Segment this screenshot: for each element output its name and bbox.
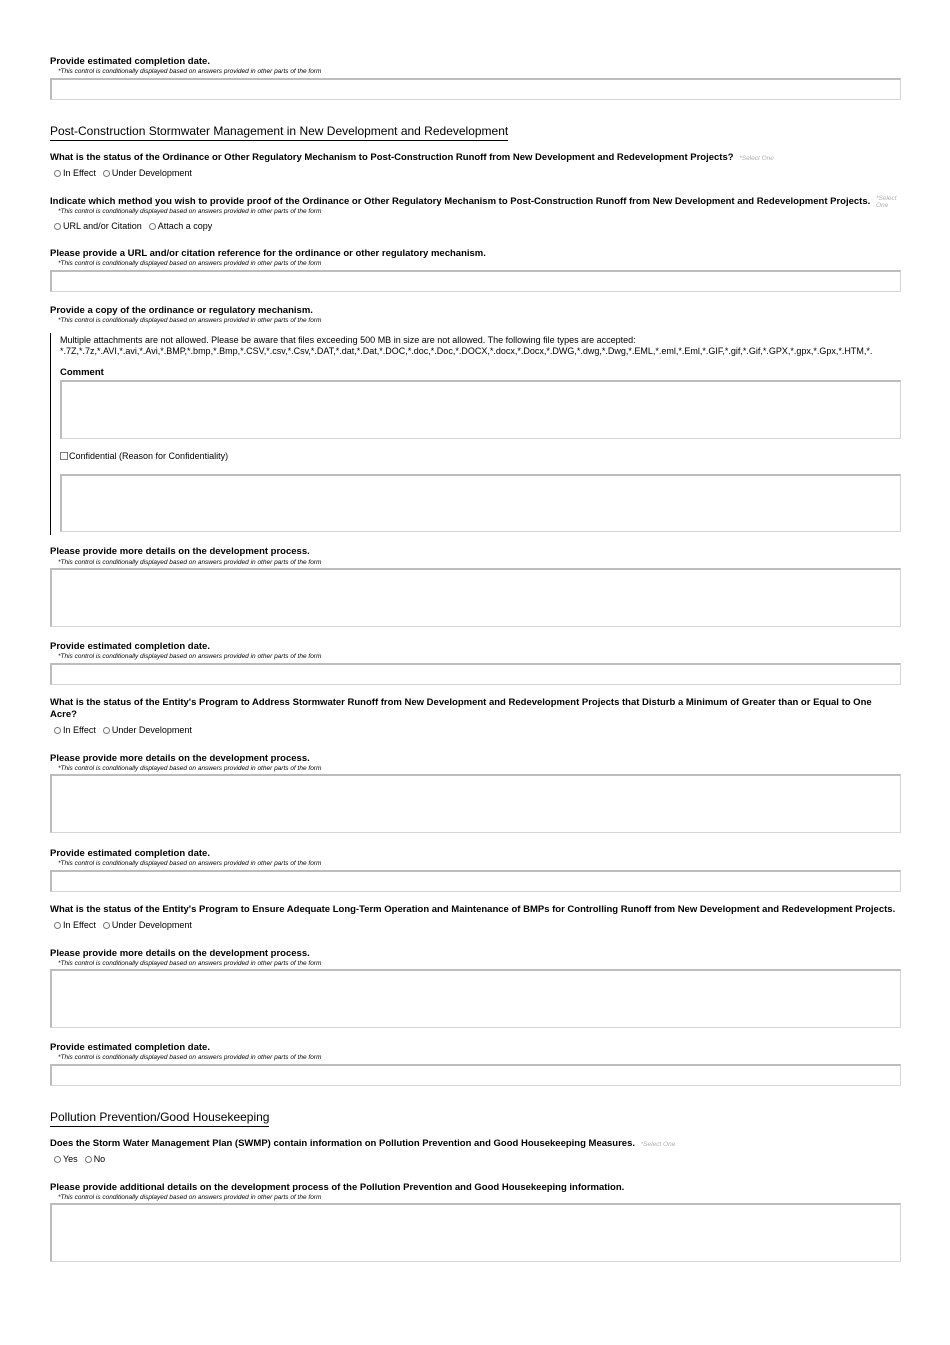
radio-label: Under Development — [111, 725, 192, 735]
conditional-note: *This control is conditionally displayed based on answers provided in other parts of the form — [58, 68, 322, 75]
radio-label: In Effect — [63, 168, 96, 178]
radio-label: URL and/or Citation — [63, 221, 142, 231]
proof-method-question: Indicate which method you wish to provide proof of the Ordinance or Other Regulatory Mechanism to Post-Construction Runoff from New Development and Redevelopment Projects. — [50, 196, 871, 207]
radio-in-effect[interactable] — [54, 920, 96, 930]
radio-circle[interactable] — [54, 922, 61, 929]
radio-under-development[interactable] — [103, 168, 192, 178]
completion-date-label: Provide estimated completion date. — [50, 56, 210, 67]
section-title-post-construction: Post-Construction Stormwater Management in New Development and Redevelopment — [50, 124, 508, 141]
program-status-question — [50, 697, 898, 721]
comment-label: Comment — [60, 367, 104, 378]
completion-date-label: Provide estimated completion date. — [50, 848, 210, 859]
proof-method-options — [54, 221, 219, 231]
radio-under-development[interactable] — [103, 920, 192, 930]
conditional-note: *This control is conditionally displayed based on answers provided in other parts of the form — [58, 1194, 322, 1201]
radio-circle[interactable] — [54, 223, 61, 230]
completion-date-input[interactable] — [50, 663, 901, 685]
question-line: Acre? — [50, 709, 77, 720]
conditional-note: *This control is conditionally displayed based on answers provided in other parts of the form — [58, 317, 322, 324]
hint-line: One — [876, 202, 889, 209]
radio-in-effect[interactable] — [54, 725, 96, 735]
radio-label: Yes — [63, 1154, 78, 1164]
radio-label: Under Development — [111, 920, 192, 930]
radio-under-development[interactable] — [103, 725, 192, 735]
attachment-group-border — [50, 333, 51, 535]
completion-date-input[interactable] — [50, 870, 901, 892]
radio-circle[interactable] — [103, 727, 110, 734]
swmp-question — [50, 1138, 675, 1149]
confidential-checkbox[interactable] — [60, 452, 68, 460]
attachment-info: Multiple attachments are not allowed. Please be aware that files exceeding 500 MB in size are not allowed. The following file types are accepted: — [60, 335, 636, 345]
conditional-note: *This control is conditionally displayed based on answers provided in other parts of the form — [58, 653, 322, 660]
radio-label: No — [93, 1154, 106, 1164]
development-details-textarea[interactable] — [50, 568, 901, 627]
bmp-status-question: What is the status of the Entity's Program to Ensure Adequate Long-Term Operation and Maintenance of BMPs for Controlling Runoff from New Development and Redevelopment Projects. — [50, 904, 896, 915]
section-title-pollution-prevention: Pollution Prevention/Good Housekeeping — [50, 1110, 269, 1127]
radio-in-effect[interactable] — [54, 168, 96, 178]
hint-line: *Select — [876, 195, 897, 202]
conditional-note: *This control is conditionally displayed based on answers provided in other parts of the form — [58, 1054, 322, 1061]
radio-circle[interactable] — [54, 170, 61, 177]
url-citation-question: Please provide a URL and/or citation reference for the ordinance or other regulatory mechanism. — [50, 248, 486, 259]
swmp-options — [54, 1154, 112, 1164]
conditional-note: *This control is conditionally displayed based on answers provided in other parts of the form — [58, 765, 322, 772]
conditional-note: *This control is conditionally displayed based on answers provided in other parts of the form — [58, 960, 322, 967]
conditional-note: *This control is conditionally displayed based on answers provided in other parts of the form — [58, 860, 322, 867]
url-citation-input[interactable] — [50, 270, 901, 292]
additional-details-label: Please provide additional details on the development process of the Pollution Prevention and Good Housekeeping information. — [50, 1182, 625, 1193]
development-details-textarea[interactable] — [50, 969, 901, 1028]
radio-circle[interactable] — [149, 223, 156, 230]
swmp-question-text: Does the Storm Water Management Plan (SWMP) contain information on Pollution Prevention and Good Housekeeping Measures. — [50, 1138, 636, 1149]
development-details-label: Please provide more details on the development process. — [50, 948, 310, 959]
radio-url-citation[interactable] — [54, 221, 142, 231]
radio-label: Under Development — [111, 168, 192, 178]
radio-circle[interactable] — [85, 1156, 92, 1163]
confidential-label: Confidential (Reason for Confidentiality) — [69, 451, 229, 461]
copy-ordinance-question: Provide a copy of the ordinance or regulatory mechanism. — [50, 305, 313, 316]
confidential-reason-textarea[interactable] — [60, 474, 901, 532]
development-details-label: Please provide more details on the development process. — [50, 753, 310, 764]
completion-date-input[interactable] — [50, 78, 901, 100]
completion-date-label: Provide estimated completion date. — [50, 1042, 210, 1053]
radio-attach-copy[interactable] — [149, 221, 213, 231]
select-one-hint: *Select One — [739, 155, 774, 162]
ordinance-status-question-text: What is the status of the Ordinance or Other Regulatory Mechanism to Post-Construction Runoff from New Development and Redevelopment Projects? — [50, 152, 734, 163]
comment-textarea[interactable] — [60, 380, 901, 439]
confidential-checkbox-row[interactable] — [60, 451, 228, 461]
radio-circle[interactable] — [103, 922, 110, 929]
conditional-note: *This control is conditionally displayed based on answers provided in other parts of the form — [58, 260, 322, 267]
select-one-hint — [876, 195, 897, 209]
radio-label: Attach a copy — [157, 221, 213, 231]
ordinance-status-options — [54, 168, 199, 178]
development-details-textarea[interactable] — [50, 774, 901, 833]
accepted-file-types: *.7Z,*.7z,*.AVI,*.avi,*.Avi,*.BMP,*.bmp,*.Bmp,*.CSV,*.csv,*.Csv,*.DAT,*.dat,*.Dat,*.DOC,*.doc,*.Doc,*.DOCX,*.docx,*.Docx,*.DWG,*.dwg,*.Dwg,*.EML,*.eml,*.Eml,*.GIF,*.gif,*.Gif,*.GPX,*.gpx,*.Gpx,*.HTM,*. — [60, 346, 873, 356]
additional-details-textarea[interactable] — [50, 1203, 901, 1262]
radio-circle[interactable] — [103, 170, 110, 177]
radio-label: In Effect — [63, 725, 96, 735]
completion-date-label: Provide estimated completion date. — [50, 641, 210, 652]
radio-circle[interactable] — [54, 1156, 61, 1163]
completion-date-input[interactable] — [50, 1064, 901, 1086]
bmp-status-options — [54, 920, 199, 930]
radio-yes[interactable] — [54, 1154, 78, 1164]
radio-circle[interactable] — [54, 727, 61, 734]
radio-no[interactable] — [85, 1154, 106, 1164]
conditional-note: *This control is conditionally displayed based on answers provided in other parts of the form — [58, 559, 322, 566]
question-line: What is the status of the Entity's Program to Address Stormwater Runoff from New Development and Redevelopment Projects that Disturb a Minimum of Greater than or Equal to One — [50, 697, 872, 708]
select-one-hint: *Select One — [640, 1141, 676, 1148]
program-status-options — [54, 725, 199, 735]
conditional-note: *This control is conditionally displayed based on answers provided in other parts of the form — [58, 208, 322, 215]
ordinance-status-question — [50, 152, 774, 163]
development-details-label: Please provide more details on the development process. — [50, 546, 310, 557]
radio-label: In Effect — [63, 920, 96, 930]
